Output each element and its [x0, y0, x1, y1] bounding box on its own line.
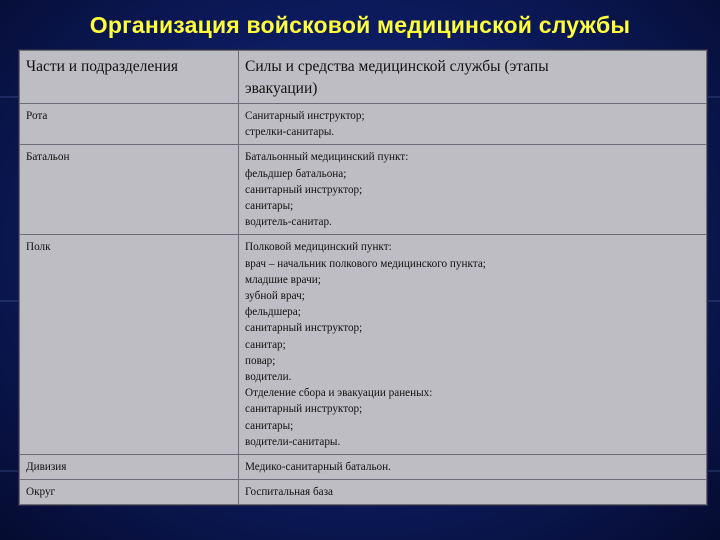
resource-line: фельдшер батальона;: [245, 167, 347, 180]
unit-cell: Дивизия: [20, 455, 239, 480]
resources-cell: [239, 455, 707, 480]
resource-line: Госпитальная база: [245, 486, 334, 499]
resource-line: Полковой медицинский пункт:: [245, 241, 392, 254]
resource-line: повар;: [245, 354, 276, 367]
resources-cell: [239, 104, 707, 145]
table-row: [20, 455, 707, 480]
header-resources: [239, 51, 707, 104]
resource-line: водители-санитары.: [245, 435, 341, 448]
resource-line: зубной врач;: [245, 290, 305, 303]
header-units: Части и подразделения: [20, 51, 239, 104]
resource-line: водители.: [245, 371, 292, 384]
resources-cell: [239, 145, 707, 235]
table-row: [20, 235, 707, 455]
resource-line: санитар;: [245, 338, 286, 351]
unit-cell: Округ: [20, 480, 239, 505]
header-resources-line: эвакуации): [245, 80, 318, 97]
table-row: [20, 145, 707, 235]
resource-line: санитары;: [245, 419, 294, 432]
resource-line: санитарный инструктор;: [245, 183, 363, 196]
medical-service-table: [18, 49, 708, 506]
resource-line: стрелки-санитары.: [245, 126, 335, 139]
resource-line: младшие врачи;: [245, 273, 321, 286]
resource-line: санитарный инструктор;: [245, 322, 363, 335]
resource-line: Батальонный медицинский пункт:: [245, 151, 409, 164]
unit-cell: Рота: [20, 104, 239, 145]
unit-cell: Полк: [20, 235, 239, 455]
resource-line: фельдшера;: [245, 306, 301, 319]
resource-line: Отделение сбора и эвакуации раненых:: [245, 387, 433, 400]
table-row: [20, 104, 707, 145]
resource-line: санитарный инструктор;: [245, 403, 363, 416]
resource-line: водитель-санитар.: [245, 216, 332, 229]
resource-line: Санитарный инструктор;: [245, 110, 365, 122]
table-row: [20, 480, 707, 505]
unit-cell: Батальон: [20, 145, 239, 235]
resource-line: Медико-санитарный батальон.: [245, 461, 391, 474]
header-resources-line: Силы и средства медицинской службы (этапы: [245, 58, 549, 75]
slide-title: Организация войсковой медицинской службы: [89, 12, 631, 38]
resource-line: санитары;: [245, 200, 294, 213]
resources-cell: [239, 235, 707, 455]
resource-line: врач – начальник полкового медицинского пункта;: [245, 257, 486, 270]
table-header-row: [20, 51, 707, 104]
resources-cell: [239, 480, 707, 505]
